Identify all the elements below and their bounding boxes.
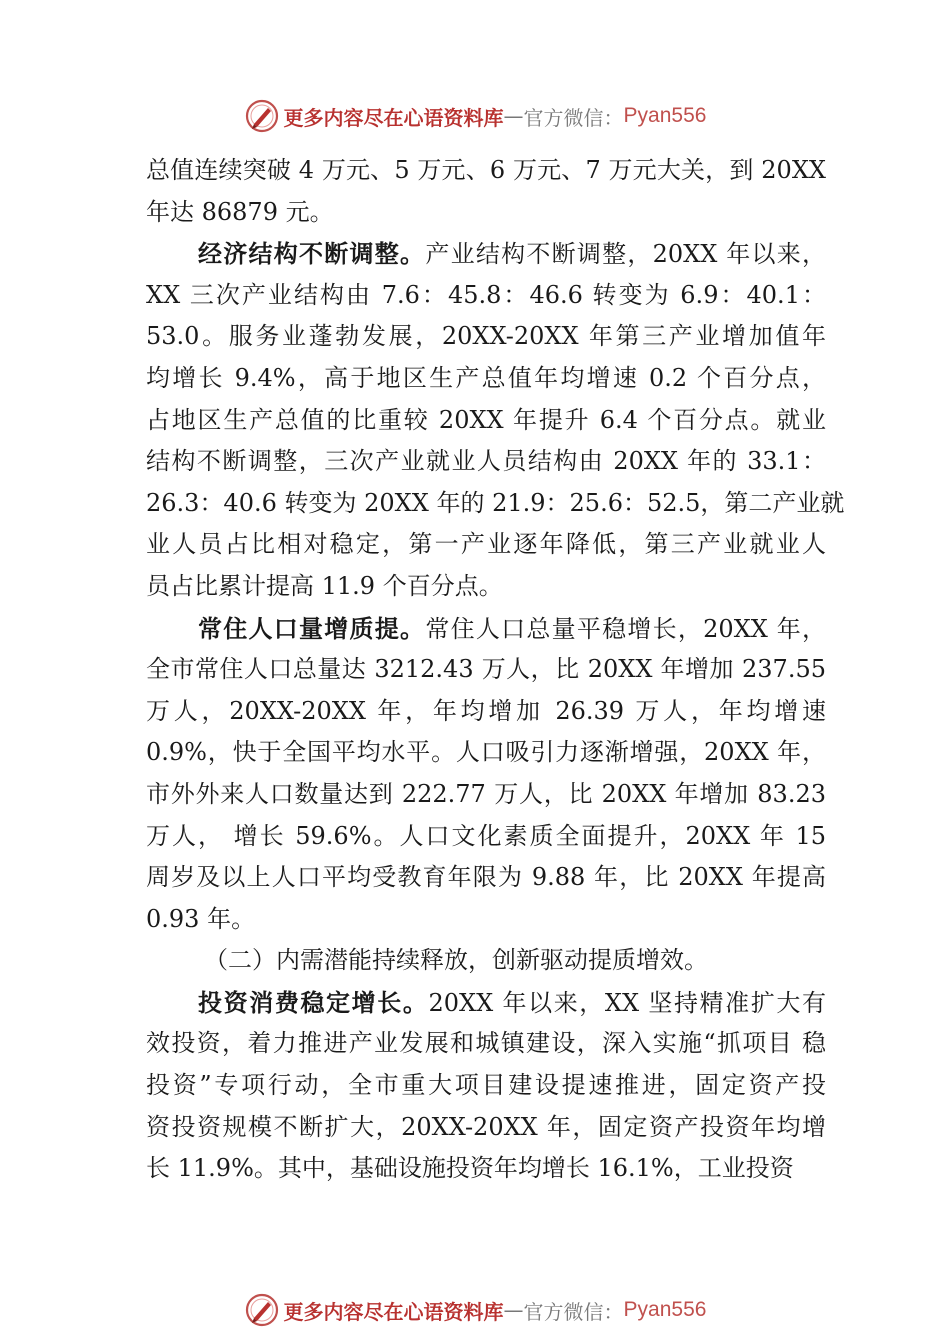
- document-body: [146, 150, 845, 1190]
- header-watermark: [0, 96, 950, 136]
- text-line: 效投资，着力推进产业发展和城镇建设，深入实施“抓项目 稳: [146, 1029, 826, 1058]
- paragraph-heading-line: [146, 608, 826, 650]
- banner-official-label: 官方微信：: [523, 105, 624, 130]
- text-line: 全市常住人口总量达 3212.43 万人，比 20XX 年增加 237.55: [146, 655, 826, 684]
- text-line: 年达 86879 元。: [146, 197, 334, 226]
- section-heading: （二）内需潜能持续释放，创新驱动提质增效。: [204, 946, 708, 975]
- banner-main-text: 更多内容尽在心语资料库: [283, 105, 504, 130]
- text-span: 常住人口总量平稳增长，20XX 年，: [425, 614, 827, 643]
- text-line: 0.9%，快于全国平均水平。人口吸引力逐渐增强，20XX 年，: [146, 738, 826, 767]
- paragraph-heading: 常住人口量增质提。: [198, 613, 426, 643]
- banner-dash: —: [503, 1298, 524, 1322]
- banner-main-text: 更多内容尽在心语资料库: [283, 1299, 504, 1324]
- text-line: 员占比累计提高 11.9 个百分点。: [146, 571, 503, 600]
- text-line: 资投资规模不断扩大，20XX-20XX 年，固定资产投资年均增: [146, 1112, 826, 1141]
- text-span: 产业结构不断调整，20XX 年以来，: [425, 240, 827, 269]
- text-line: 总值连续突破 4 万元、5 万元、6 万元、7 万元大关，到 20XX: [146, 156, 826, 184]
- banner-dash: —: [503, 104, 524, 128]
- text-line: 万人， 增长 59.6%。人口文化素质全面提升，20XX 年 15: [146, 821, 826, 850]
- pen-logo-icon: [244, 98, 280, 134]
- text-line: 均增长 9.4%，高于地区生产总值年均增速 0.2 个百分点，: [146, 363, 826, 392]
- text-line: 53.0。服务业蓬勃发展，20XX-20XX 年第三产业增加值年: [146, 322, 826, 351]
- banner-official-label: 官方微信：: [523, 1299, 624, 1324]
- pen-logo-icon: [244, 1292, 280, 1328]
- footer-watermark: [0, 1290, 950, 1330]
- text-line: 投资”专项行动，全市重大项目建设提速推进，固定资产投: [146, 1071, 826, 1100]
- text-line: 周岁及以上人口平均受教育年限为 9.88 年，比 20XX 年提高: [146, 863, 826, 892]
- text-line: XX 三次产业结构由 7.6：45.8：46.6 转变为 6.9：40.1：: [146, 280, 826, 309]
- banner-wechat-id: Pyan556: [623, 104, 707, 127]
- text-line: 26.3：40.6 转变为 20XX 年的 21.9：25.6：52.5，第二产业就: [146, 488, 845, 517]
- text-line: 市外外来人口数量达到 222.77 万人，比 20XX 年增加 83.23: [146, 779, 826, 808]
- text-line: 占地区生产总值的比重较 20XX 年提升 6.4 个百分点。就业: [146, 405, 826, 434]
- paragraph-heading: 投资消费稳定增长。: [198, 987, 429, 1017]
- text-line: 业人员占比相对稳定，第一产业逐年降低，第三产业就业人: [146, 530, 826, 559]
- text-line: 0.93 年。: [146, 904, 256, 933]
- paragraph-heading: 经济结构不断调整。: [198, 239, 426, 269]
- text-line: 万人，20XX-20XX 年，年均增加 26.39 万人，年均增速: [146, 696, 826, 725]
- paragraph-heading-line: [146, 982, 826, 1024]
- paragraph-heading-line: [146, 233, 826, 275]
- text-line: 长 11.9%。其中，基础设施投资年均增长 16.1%，工业投资: [146, 1154, 794, 1183]
- text-line: 结构不断调整，三次产业就业人员结构由 20XX 年的 33.1：: [146, 447, 826, 476]
- banner-wechat-id: Pyan556: [623, 1298, 707, 1321]
- text-span: 20XX 年以来，XX 坚持精准扩大有: [428, 988, 827, 1017]
